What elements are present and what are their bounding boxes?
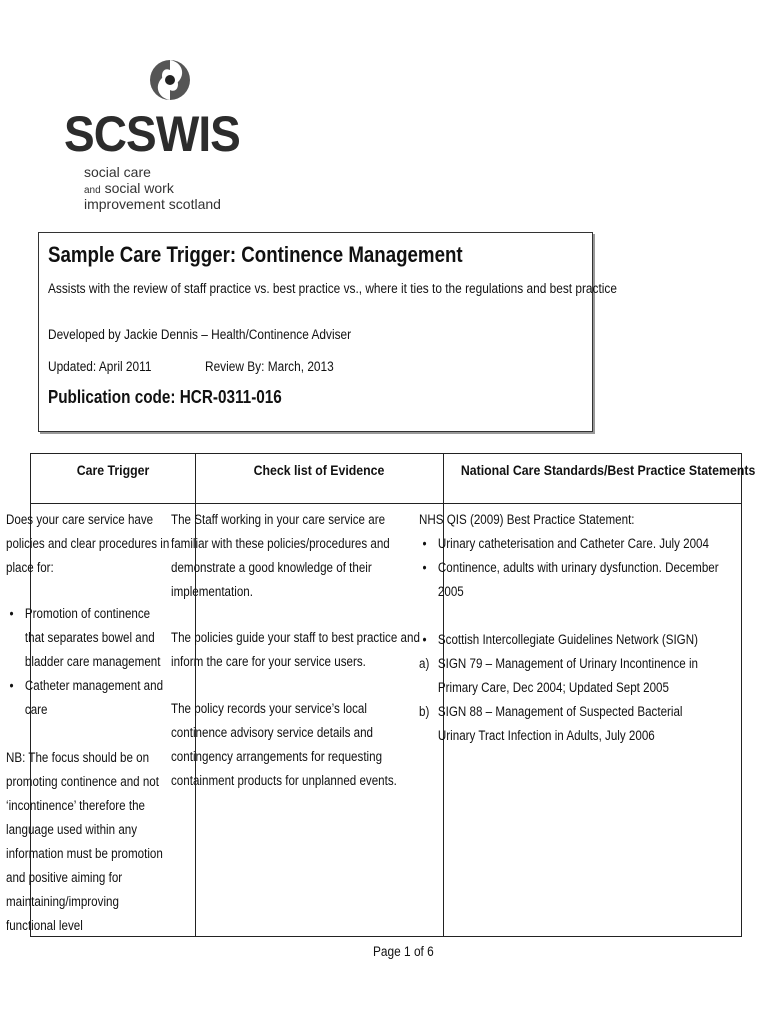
logo-wordmark: SCSWIS [64,106,240,162]
list-item: • Continence, adults with urinary dysfunction. December [419,556,711,580]
header-care-trigger: Care Trigger [76,462,150,478]
evidence-paragraph-1: The Staff working in your care service are familiar with these policies/procedures and demonstrate a good knowledge of their implementation. [171,512,390,599]
document-header-box [38,232,617,432]
standards-nhs-qis: NHS QIS (2009) Best Practice Statement: • Urinary catheterisation and Catheter Care. July 2004 • Continence, adults with urinary dysfunction. December 2005 [419,508,711,604]
review-date: Review By: March, 2013 [205,359,334,374]
page-number: Page 1 of 6 [373,944,434,959]
list-item: • Promotion of continence [6,602,163,626]
care-trigger-bullets: • Promotion of continence that separates bowel and bladder care management • Catheter management and care [6,602,163,722]
document-title: Sample Care Trigger: Continence Management [48,242,463,267]
scswis-logo [64,48,240,218]
list-item: • Catheter management and [6,674,163,698]
header-divider [31,503,741,504]
logo-tagline-1: social care [84,164,151,180]
logo-swirl-icon [148,48,192,112]
header-standards: National Care Standards/Best Practice Statements [460,462,756,478]
logo-tagline-2: and social work [84,180,174,196]
list-item: • Urinary catheterisation and Catheter Care. July 2004 [419,532,711,556]
list-item: b) SIGN 88 – Management of Suspected Bacterial [419,704,683,719]
standards-sign: • Scottish Intercollegiate Guidelines Network (SIGN) a) SIGN 79 – Management of Urinary Incontinence in Primary Care, Dec 2004; Updated Sept 2005 b) SIGN 88 – Management of Suspected Bacterial Urinary Tract Infection in Adults, July 2006 [419,628,711,748]
document-subtitle: Assists with the review of staff practice vs. best practice vs., where it ties to the regulations and best practice [48,281,617,296]
care-trigger-intro: Does your care service have policies and clear procedures in place for: [6,512,170,575]
evidence-paragraph-2: The policies guide your staff to best practice and inform the care for your service users. [171,630,420,669]
care-trigger-note: NB: The focus should be on promoting continence and not ‘incontinence’ therefore the language used within any information must be promotion and positive aiming for maintaining/improving functional level [6,750,163,933]
updated-date: Updated: April 2011 [48,359,152,374]
developed-by: Developed by Jackie Dennis – Health/Continence Adviser [48,327,352,342]
publication-code: Publication code: HCR-0311-016 [48,387,282,407]
logo-tagline-3: improvement scotland [84,196,221,212]
list-item: a) SIGN 79 – Management of Urinary Incontinence in [419,656,699,671]
list-item: • Scottish Intercollegiate Guidelines Network (SIGN) [419,628,711,652]
evidence-paragraph-3: The policy records your service’s local continence advisory service details and contingency arrangements for requesting containment products for unplanned events. [171,701,397,788]
header-checklist: Check list of Evidence [253,462,385,478]
